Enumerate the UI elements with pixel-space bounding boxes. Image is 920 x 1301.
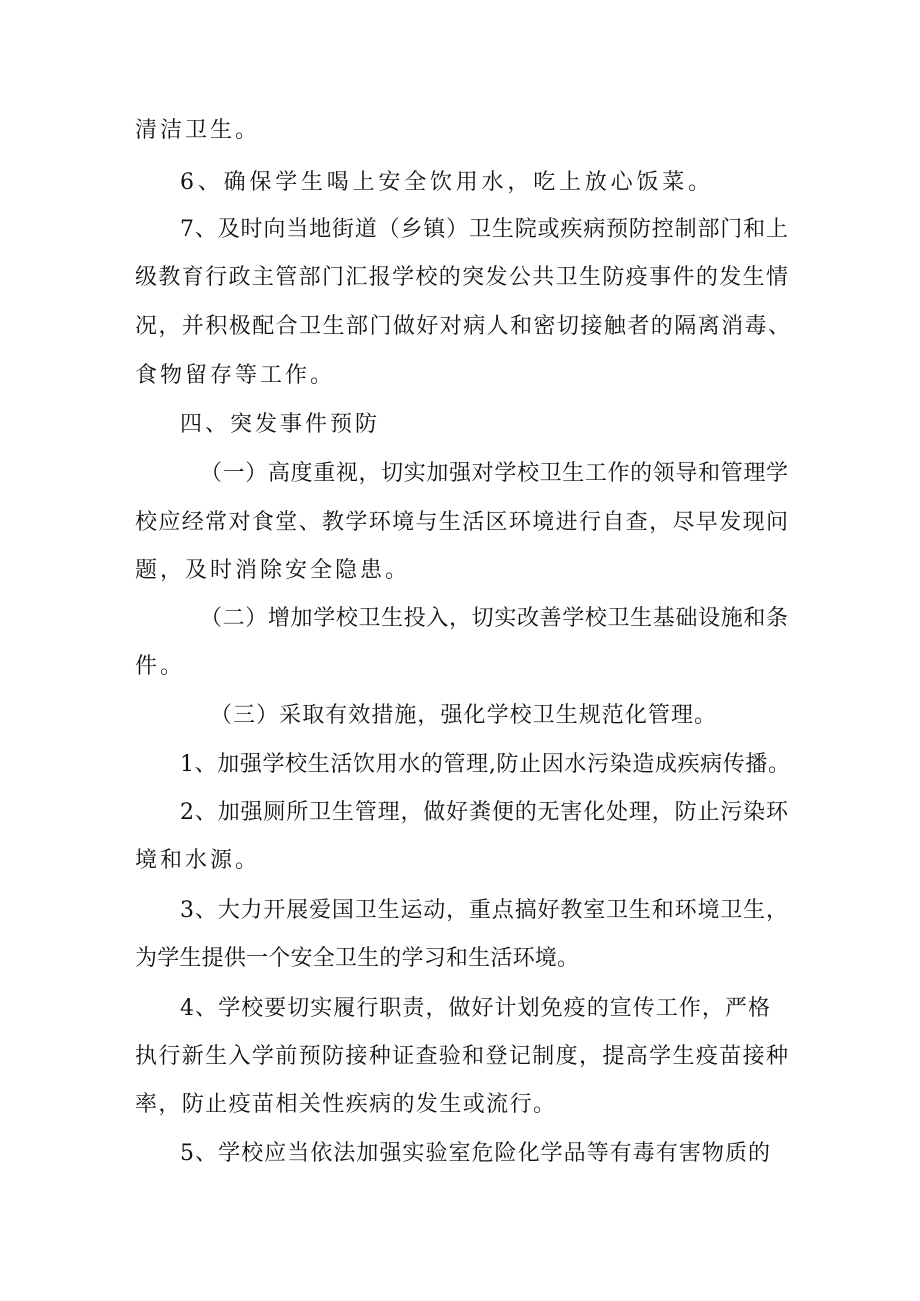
text-line: 食物留存等工作。 <box>135 363 336 388</box>
text-line: 境和水源。 <box>135 848 261 873</box>
text-line: （二）增加学校卫生投入，切实改善学校卫生基础设施和条 <box>200 606 788 631</box>
text-line: 5、学校应当依法加强实验室危险化学品等有毒有害物质的 <box>180 1141 770 1166</box>
text-line: 校应经常对食堂、教学环境与生活区环境进行自查，尽早发现问 <box>135 510 788 535</box>
text-line: 件。 <box>135 654 186 679</box>
text-line: 7、及时向当地街道（乡镇）卫生院或疾病预防控制部门和上 <box>180 217 788 242</box>
text-line: 3、大力开展爱国卫生运动，重点搞好教室卫生和环境卫生， <box>180 898 788 923</box>
text-line: 6、确保学生喝上安全饮用水，吃上放心饭菜。 <box>180 170 710 195</box>
text-line: （一）高度重视，切实加强对学校卫生工作的领导和管理学 <box>200 461 788 486</box>
text-line: 为学生提供一个安全卫生的学习和生活环境。 <box>135 946 579 971</box>
text-line: （三）采取有效措施，强化学校卫生规范化管理。 <box>210 703 716 728</box>
text-line: 题，及时消除安全隐患。 <box>135 558 411 583</box>
text-line: 况，并积极配合卫生部门做好对病人和密切接触者的隔离消毒、 <box>135 314 790 339</box>
text-line: 2、加强厕所卫生管理，做好粪便的无害化处理，防止污染环 <box>180 800 788 825</box>
text-line: 执行新生入学前预防接种证查验和登记制度，提高学生疫苗接种 <box>135 1044 788 1069</box>
text-line: 率，防止疫苗相关性疾病的发生或流行。 <box>135 1092 555 1117</box>
section-heading: 四、突发事件预防 <box>180 412 381 437</box>
text-line: 清洁卫生。 <box>135 118 261 143</box>
text-line: 级教育行政主管部门汇报学校的突发公共卫生防疫事件的发生情 <box>135 265 788 290</box>
text-line: 1、加强学校生活饮用水的管理,防止因水污染造成疾病传播。 <box>180 752 790 777</box>
text-line: 4、学校要切实履行职责，做好计划免疫的宣传工作，严格 <box>180 996 770 1021</box>
